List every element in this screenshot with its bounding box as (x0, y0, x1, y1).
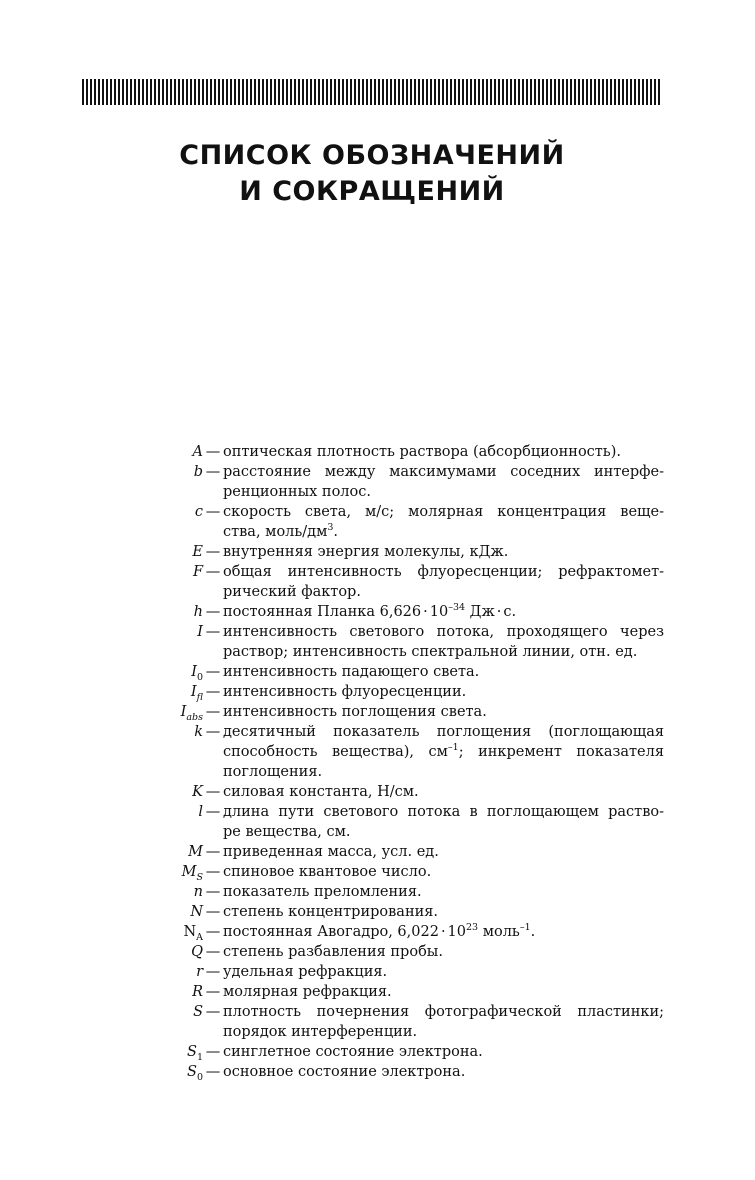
symbol: K (192, 784, 203, 800)
symbol: I (197, 624, 203, 640)
symbol: n (193, 884, 203, 900)
symbol: h (193, 604, 203, 620)
description: плотность почернения фотографической пластинки; порядок интерференции. (223, 1004, 664, 1040)
page-title-line-1: СПИСОК ОБОЗНАЧЕНИЙ (179, 140, 565, 171)
description: оптическая плотность раствора (абсорбционность). (223, 444, 621, 460)
description: показатель преломления. (223, 884, 422, 900)
dash: — (205, 604, 221, 620)
page-title-line-2: И СОКРАЩЕНИЙ (239, 176, 505, 207)
list-item (150, 442, 664, 462)
description: интенсивность падающего света. (223, 664, 480, 680)
symbol: $N_A$ (183, 924, 203, 943)
symbol: R (192, 984, 203, 1000)
list-item (150, 502, 664, 542)
symbol: M (188, 844, 203, 860)
description: расстояние между максимумами соседних интерфе- ренционных полос. (223, 464, 664, 500)
dash: — (205, 1064, 221, 1080)
list-item (150, 702, 664, 722)
dash: — (205, 664, 221, 680)
dash: — (205, 864, 221, 880)
list-item (150, 602, 664, 622)
description: степень разбавления пробы. (223, 944, 443, 960)
description: интенсивность светового потока, проходящего через раствор; интенсивность спектральной линии, отн. ед. (223, 624, 664, 660)
description: скорость света, м/с; молярная концентрация веще- ства, моль/$дм^3$. (223, 504, 664, 540)
list-item (150, 1062, 664, 1082)
description: внутренняя энергия молекулы, кДж. (223, 544, 509, 560)
description: интенсивность поглощения света. (223, 704, 487, 720)
description: десятичный показатель поглощения (поглощающая способность вещества), $см^{-1}$; инкремент показателя поглощения. (223, 724, 664, 780)
list-item (150, 862, 664, 882)
symbol: $I_{abs}$ (180, 704, 203, 723)
list-item (150, 682, 664, 702)
list-item (150, 562, 664, 602)
symbol: F (192, 564, 203, 580)
abbreviation-list (150, 442, 664, 1082)
list-item (150, 662, 664, 682)
symbol: $S_1$ (187, 1044, 203, 1063)
description: постоянная Авогадро, $6,022 \cdot 10^{23}$ моль$^{-1}$. (223, 922, 536, 940)
dash: — (205, 684, 221, 700)
symbol: S (193, 1004, 203, 1020)
symbol: $M_S$ (181, 864, 203, 883)
dash: — (205, 704, 221, 720)
description: степень концентрирования. (223, 904, 439, 920)
symbol: $I_0$ (191, 664, 203, 683)
symbol: N (190, 904, 203, 920)
symbol: A (192, 444, 203, 460)
dash: — (205, 984, 221, 1000)
list-item (150, 722, 664, 782)
dash: — (205, 624, 221, 640)
list-item (150, 902, 664, 922)
symbol: $I_{fl}$ (190, 684, 203, 703)
dash: — (205, 724, 221, 740)
description: спиновое квантовое число. (223, 864, 432, 880)
list-item (150, 882, 664, 902)
symbol: l (198, 804, 203, 820)
description: приведенная масса, усл. ед. (223, 844, 439, 860)
list-item (150, 542, 664, 562)
dash: — (205, 464, 221, 480)
description: общая интенсивность флуоресценции; рефрактомет- рический фактор. (223, 564, 664, 600)
list-item (150, 462, 664, 502)
page-title (82, 138, 662, 210)
list-item (150, 962, 664, 982)
list-item (150, 622, 664, 662)
list-item (150, 842, 664, 862)
description: интенсивность флуоресценции. (223, 684, 467, 700)
dash: — (205, 564, 221, 580)
symbol: b (193, 464, 203, 480)
header-barcode-rule (82, 79, 662, 105)
list-item (150, 1042, 664, 1062)
description: основное состояние электрона. (223, 1064, 466, 1080)
description: длина пути светового потока в поглощающем раство- ре вещества, см. (223, 804, 664, 840)
dash: — (205, 884, 221, 900)
list-item (150, 942, 664, 962)
description: силовая константа, Н/см. (223, 784, 419, 800)
description: синглетное состояние электрона. (223, 1044, 483, 1060)
dash: — (205, 1004, 221, 1020)
list-item (150, 982, 664, 1002)
description: молярная рефракция. (223, 984, 392, 1000)
description: постоянная Планка $6,626 \cdot 10^{-34}$ Дж · с. (223, 602, 517, 620)
dash: — (205, 944, 221, 960)
dash: — (205, 544, 221, 560)
dash: — (205, 444, 221, 460)
dash: — (205, 924, 221, 940)
dash: — (205, 804, 221, 820)
dash: — (205, 904, 221, 920)
symbol: Q (191, 944, 203, 960)
dash: — (205, 1044, 221, 1060)
description: удельная рефракция. (223, 964, 388, 980)
symbol: $S_0$ (187, 1064, 203, 1083)
dash: — (205, 844, 221, 860)
symbol: k (194, 724, 203, 740)
dash: — (205, 964, 221, 980)
symbol: c (194, 504, 203, 520)
list-item (150, 1002, 664, 1042)
dash: — (205, 784, 221, 800)
list-item (150, 922, 664, 942)
list-item (150, 802, 664, 842)
list-item (150, 782, 664, 802)
dash: — (205, 504, 221, 520)
symbol: E (192, 544, 203, 560)
symbol: r (196, 964, 203, 980)
